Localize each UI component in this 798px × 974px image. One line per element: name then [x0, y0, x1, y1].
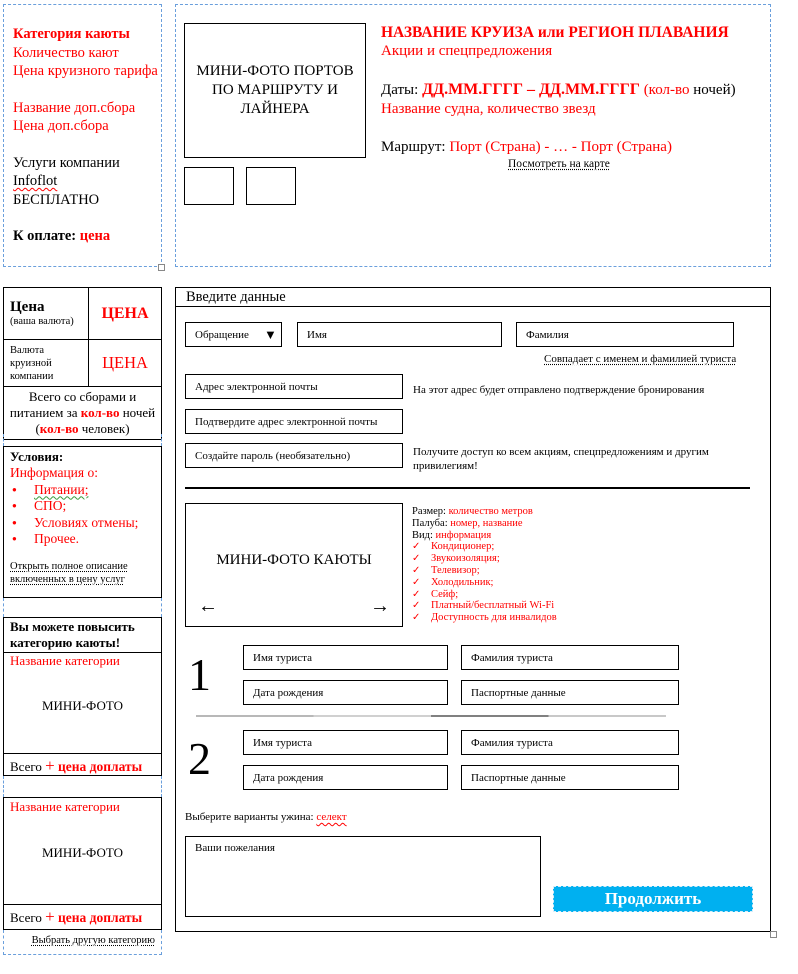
placeholder: Фамилия туриста — [471, 736, 553, 749]
nights-word: ночей) — [693, 82, 736, 98]
total-prefix: Всего со сборами и питанием за — [9, 389, 137, 420]
last-name-input[interactable] — [516, 322, 734, 347]
amenity-item: ✓ Телевизор; — [412, 565, 557, 577]
upgrade-photo — [4, 815, 161, 904]
cruise-currency-text: Валюта круизной компании — [10, 344, 54, 382]
route-photo-label: МИНИ-ФОТО ПОРТОВ ПО МАРШРУТУ И ЛАЙНЕРА — [196, 63, 354, 117]
amenity-item: ✓ Доступность для инвалидов — [412, 612, 557, 624]
frame-gap — [3, 598, 162, 617]
company-name: Infoflot — [13, 173, 58, 189]
conditions-list — [10, 482, 155, 548]
amenity-item: ✓ Холодильник; — [412, 577, 557, 589]
amenities-list — [412, 541, 557, 624]
conditions-title: Условия: — [10, 449, 64, 464]
map-link[interactable]: Посмотреть на карте — [508, 158, 610, 170]
services-free: БЕСПЛАТНО — [13, 191, 100, 208]
tourist-passport-input[interactable] — [461, 765, 679, 790]
conditions-item: ● Условиях отмены; — [10, 515, 155, 532]
cruise-currency-cell — [89, 340, 162, 387]
conditions-box — [3, 446, 162, 598]
upgrade-card-1[interactable] — [3, 617, 162, 776]
thumbnail-1[interactable] — [184, 167, 234, 205]
deck-value: номер, название — [450, 517, 523, 529]
first-name-input[interactable] — [297, 322, 502, 347]
upgrade-photo-label: МИНИ-ФОТО — [41, 845, 124, 860]
price-value-cell — [89, 288, 162, 340]
resize-handle[interactable] — [770, 931, 777, 938]
ship-name: Название судна, количество звезд — [381, 101, 596, 117]
frame-gap — [3, 434, 162, 446]
password-input[interactable] — [185, 443, 403, 468]
placeholder: Паспортные данные — [471, 771, 566, 784]
upgrade-photo-label: МИНИ-ФОТО — [41, 698, 124, 713]
cabin-photo-label: МИНИ-ФОТО КАЮТЫ — [216, 552, 372, 568]
amenity-item: ✓ Сейф; — [412, 589, 557, 601]
fee-price: Цена доп.сбора — [13, 118, 109, 134]
upgrade-category-name: Название категории — [10, 653, 120, 668]
upgrade-surcharge: цена доплаты — [57, 759, 143, 774]
full-description-link[interactable]: Открыть полное описание включенных в цену услуг — [10, 560, 128, 585]
divider — [185, 487, 750, 489]
upgrade-card-2[interactable] — [3, 797, 162, 930]
amenity-item: ✓ Платный/бесплатный Wi-Fi — [412, 600, 557, 612]
first-name-placeholder: Имя — [307, 328, 327, 341]
price-table — [3, 287, 162, 440]
plus-icon: + — [45, 756, 55, 775]
upgrade-total — [4, 904, 161, 930]
cruise-header — [175, 4, 771, 267]
cruise-title: НАЗВАНИЕ КРУИЗА или РЕГИОН ПЛАВАНИЯ — [381, 24, 729, 41]
tourist-last-name-input[interactable] — [461, 645, 679, 670]
price-label: Цена — [10, 299, 45, 315]
chevron-down-icon: ▼ — [263, 326, 277, 342]
tourist-first-name-input[interactable] — [243, 645, 448, 670]
tourist-number: 2 — [188, 733, 211, 784]
placeholder: Дата рождения — [253, 771, 324, 784]
cabin-category: Категория каюты — [13, 26, 130, 42]
amenity-item: ✓ Кондиционер; — [412, 541, 557, 553]
promo-label[interactable]: Акции и спецпредложения — [381, 43, 553, 59]
booking-form — [175, 287, 771, 932]
cabin-photo[interactable] — [185, 503, 403, 627]
dates-value: ДД.ММ.ГГГГ – ДД.ММ.ГГГГ — [422, 81, 640, 98]
upgrade-surcharge: цена доплаты — [57, 910, 143, 925]
upgrade-category-name: Название категории — [10, 799, 120, 814]
dinner-row — [185, 811, 347, 825]
total-suffix: человек) — [81, 421, 130, 436]
cabin-count: Количество кают — [13, 44, 119, 61]
total-nights: кол-во — [80, 405, 120, 420]
tourist-last-name-input[interactable] — [461, 730, 679, 755]
booking-summary — [3, 4, 162, 267]
placeholder: Дата рождения — [253, 686, 324, 699]
placeholder: Имя туриста — [253, 651, 312, 664]
view-label: Вид: — [412, 529, 433, 541]
price-label-cell — [4, 288, 89, 340]
conditions-item: ● Питании; — [10, 482, 155, 499]
price-value: ЦЕНА — [101, 304, 149, 322]
tourist-birth-date-input[interactable] — [243, 680, 448, 705]
placeholder: Фамилия туриста — [471, 651, 553, 664]
password-placeholder: Создайте пароль (необязательно) — [195, 449, 351, 462]
last-name-placeholder: Фамилия — [526, 328, 569, 341]
tourist-first-name-input[interactable] — [243, 730, 448, 755]
total-people: кол-во — [39, 421, 79, 436]
upgrade-photo — [4, 669, 161, 753]
resize-handle[interactable] — [158, 264, 165, 271]
email-placeholder: Адрес электронной почты — [195, 380, 318, 393]
tourist-number: 1 — [188, 649, 211, 700]
to-pay-value: цена — [79, 228, 111, 244]
dinner-select[interactable]: селект — [316, 811, 347, 823]
conditions-item: ● СПО; — [10, 498, 155, 515]
email-hint: На этот адрес будет отправлено подтверждение бронирования — [413, 384, 705, 396]
choose-other-category-link[interactable]: Выбрать другую категорию — [31, 935, 155, 946]
plus-icon: + — [45, 907, 55, 926]
cabin-details — [412, 506, 557, 624]
placeholder: Имя туриста — [253, 736, 312, 749]
total-mid: ночей ( — [35, 405, 156, 436]
salutation-label: Обращение — [195, 328, 249, 341]
services-label: Услуги компании — [13, 154, 120, 171]
conditions-info: Информация о: — [10, 465, 98, 480]
arrow-left-icon[interactable]: ← — [198, 595, 218, 617]
continue-button[interactable]: Продолжить — [553, 886, 753, 912]
frame-gap — [3, 776, 162, 797]
price-currency-note: (ваша валюта) — [10, 316, 74, 327]
view-value: информация — [435, 529, 492, 541]
route-value: Порт (Страна) - … - Порт (Страна) — [449, 139, 672, 155]
upgrade-total-label: Всего — [10, 759, 42, 774]
nights-count: (кол-во — [643, 82, 690, 98]
to-pay-label: К оплате: — [13, 228, 77, 244]
password-hint: Получите доступ ко всем акциям, спецпредложениям и другим привилегиям! — [413, 446, 709, 472]
email-input[interactable] — [185, 374, 403, 399]
fee-name: Название доп.сбора — [13, 99, 136, 116]
amenity-item: ✓ Звукоизоляция; — [412, 553, 557, 565]
tourist-birth-date-input[interactable] — [243, 765, 448, 790]
upgrade-heading: Вы можете повысить категорию каюты! — [4, 618, 161, 653]
deck-label: Палуба: — [412, 517, 448, 529]
cruise-currency-label — [4, 340, 89, 387]
wishes-placeholder: Ваши пожелания — [195, 842, 275, 854]
upgrade-total-label: Всего — [10, 910, 42, 925]
cruise-currency-price: ЦЕНА — [102, 353, 148, 372]
wishes-textarea[interactable] — [185, 836, 541, 917]
fare-price: Цена круизного тарифа — [13, 63, 158, 79]
placeholder: Паспортные данные — [471, 686, 566, 699]
price-total-cell — [4, 387, 162, 440]
frame-bottom — [3, 930, 162, 955]
arrow-right-icon[interactable]: → — [370, 595, 390, 617]
salutation-select[interactable] — [185, 322, 282, 347]
conditions-item: ● Прочее. — [10, 531, 155, 548]
email-confirm-placeholder: Подтвердите адрес электронной почты — [195, 415, 378, 428]
email-confirm-input[interactable] — [185, 409, 403, 434]
name-hint-link[interactable]: Совпадает с именем и фамилией туриста — [544, 353, 737, 365]
tourist-passport-input[interactable] — [461, 680, 679, 705]
form-title: Введите данные — [176, 288, 770, 307]
dinner-label: Выберите варианты ужина: — [185, 811, 314, 823]
thumbnail-2[interactable] — [246, 167, 296, 205]
size-value: количество метров — [448, 506, 533, 517]
cruise-info — [381, 23, 771, 171]
dates-label: Даты: — [381, 82, 419, 98]
size-label: Размер: — [412, 506, 446, 517]
tourist-divider — [196, 715, 666, 717]
route-label: Маршрут: — [381, 139, 446, 155]
route-photo[interactable] — [184, 23, 366, 158]
